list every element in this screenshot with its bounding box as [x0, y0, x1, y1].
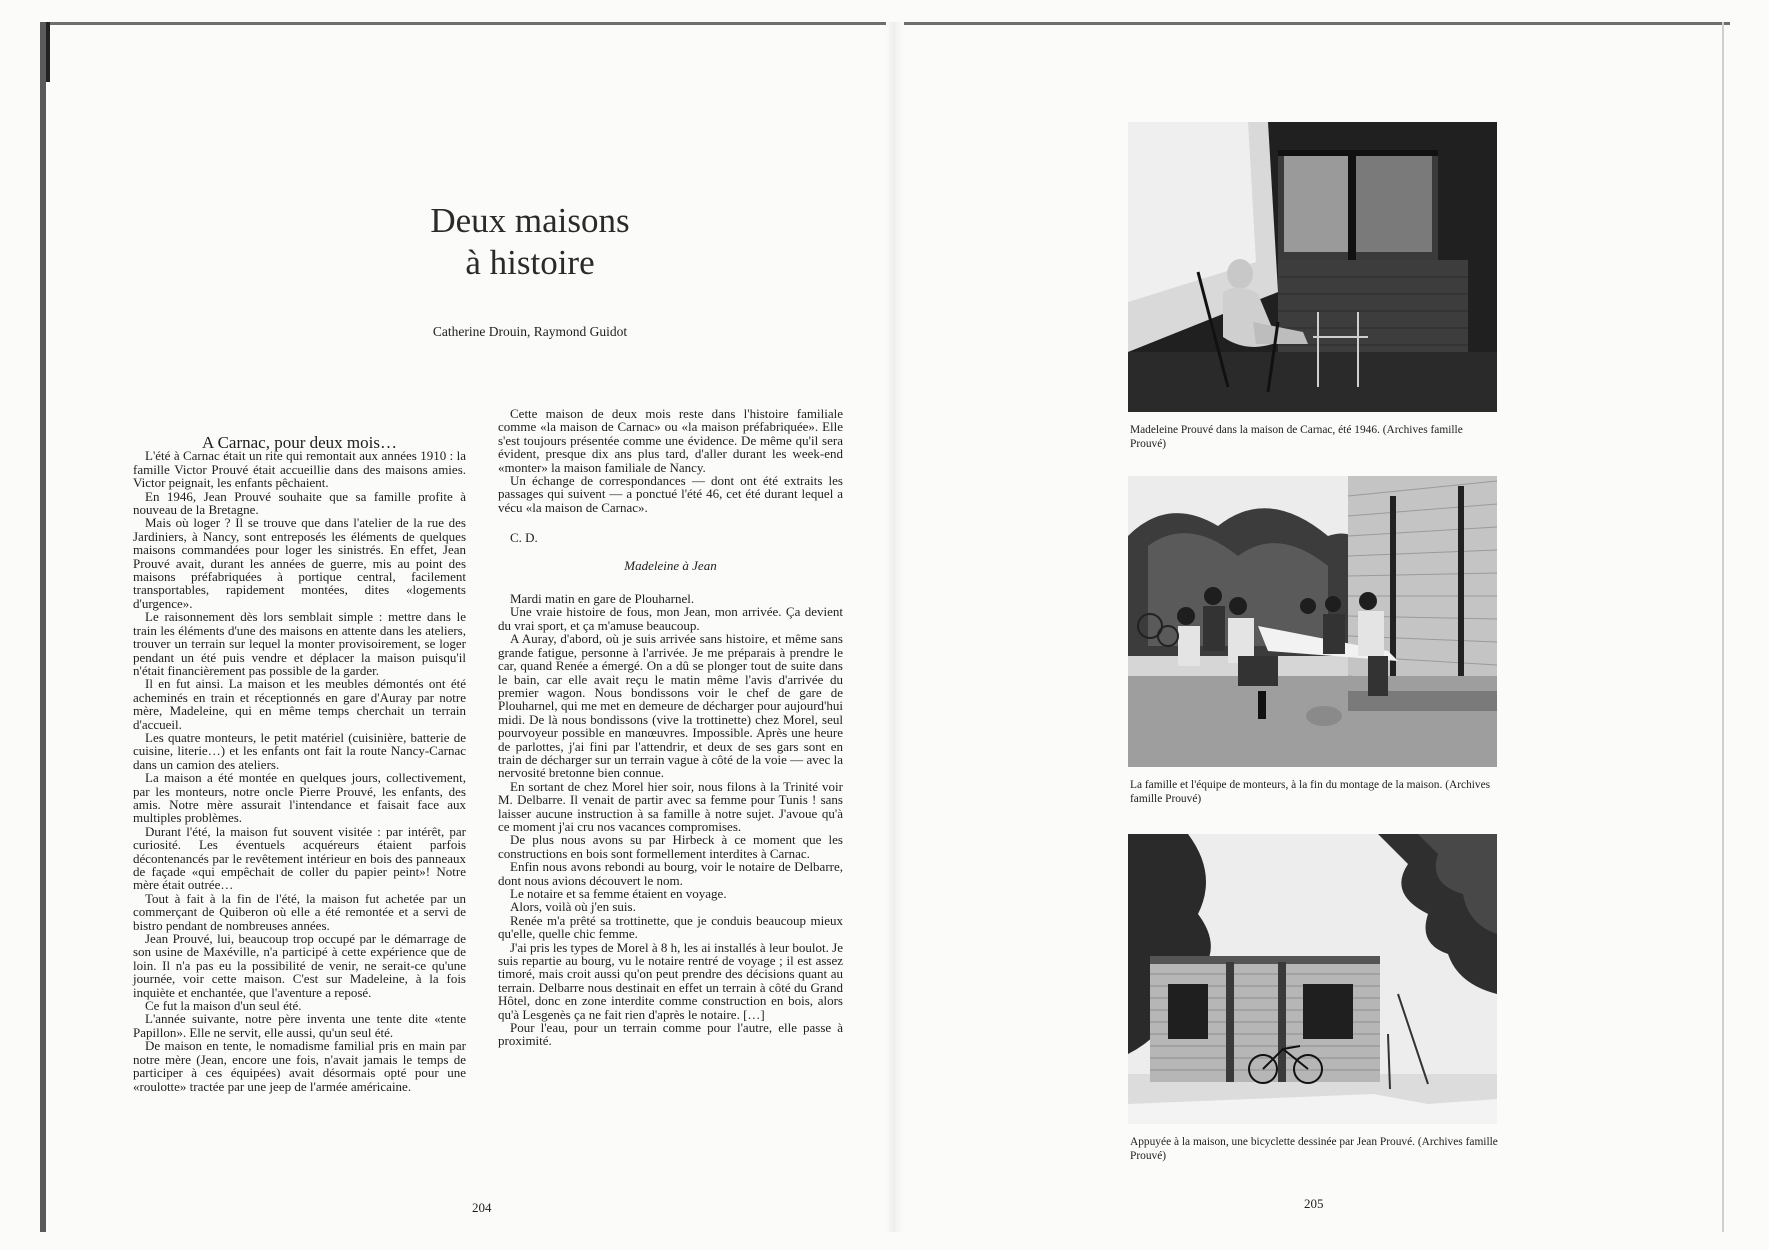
title-line-2: à histoire: [465, 243, 595, 282]
caption-photo-1: Madeleine Prouvé dans la maison de Carnac, été 1946. (Archives famille Prouvé): [1130, 424, 1463, 450]
middle-text-column: [498, 407, 843, 1048]
paragraph: La maison a été montée en quelques jours, collectivement, par les monteurs, notre oncle Pierre Prouvé, les enfants, des amis. Notre mère assurait l'intendance et faisait face aux multiples problèmes.: [133, 770, 466, 826]
paragraph: Ce fut la maison d'un seul été.: [145, 998, 302, 1014]
photo-house-bicycle: [1128, 834, 1497, 1124]
page-number-right: 205: [1304, 1196, 1324, 1211]
paragraph: En 1946, Jean Prouvé souhaite que sa famille profite à nouveau de la Bretagne.: [133, 488, 466, 518]
letter-paragraph: De plus nous avons su par Hirbeck à ce moment que les constructions en bois sont formellement interdites à Carnac.: [498, 832, 843, 861]
paragraph: Durant l'été, la maison fut souvent visitée : par intérêt, par curiosité. Les éventuels acquéreurs étaient parfois décontenancés par le revêtement intérieur en bois des panneaux de façade «qui empêchait de coller du papier peint»! Notre mère était outrée…: [133, 823, 466, 893]
article-title: [250, 200, 810, 284]
photo-interior-carnac: [1128, 122, 1497, 412]
paragraph: L'année suivante, notre père inventa une tente dite «tente Papillon». Elle ne servit, elle aussi, qu'un seul été.: [133, 1011, 466, 1040]
letter-paragraph: Une vraie histoire de fous, mon Jean, mon arrivée. Ça devient du vrai sport, et ça m'amuse beaucoup.: [498, 604, 843, 633]
page-number-left: 204: [472, 1200, 492, 1215]
scan-edge-right: [1722, 22, 1724, 1232]
signature: C. D.: [510, 530, 538, 546]
caption-photo-3: Appuyée à la maison, une bicyclette dessinée par Jean Prouvé. (Archives famille Prouvé): [1130, 1136, 1498, 1162]
letter-paragraph: Pour l'eau, pour un terrain comme pour l'autre, elle passe à proximité.: [498, 1020, 843, 1049]
letter-paragraph: Alors, voilà où j'en suis.: [510, 899, 636, 915]
paragraph: Un échange de correspondances — dont ont été extraits les passages qui suivent — a ponctué l'été 46, cet été durant lequel a vécu «la maison de Carnac».: [498, 473, 843, 515]
paragraph: L'été à Carnac était un rite qui remontait aux années 1910 : la famille Victor Prouvé était accueillie dans des maisons amies. Victor peignait, les enfants pêchaient.: [133, 448, 466, 491]
caption-photo-2: La famille et l'équipe de monteurs, à la fin du montage de la maison. (Archives famille Prouvé): [1130, 779, 1491, 805]
photo-family-workers: [1128, 476, 1497, 767]
book-gutter: [886, 22, 904, 1232]
paragraph: Jean Prouvé, lui, beaucoup trop occupé par le démarrage de son usine de Maxéville, n'a participé à cette expérience que de loin. Il n'a pas eu la possibilité de venir, ne serait-ce qu'une journée, voir cette maison. C'est sur Madeleine, à la fois inquiète et enchantée, que l'aventure a reposé.: [133, 931, 466, 1000]
scan-edge-top: [40, 22, 1730, 25]
letter-paragraph: A Auray, d'abord, où je suis arrivée sans histoire, et même sans grande fatigue, personne à l'arrivée. Je me préparais à prendre le car, quand Renée a émergé. On a dû se plonger tout de suite dans le bain, car elle avait reçu le matin même l'avis d'arrivée du premier wagon. Nous bondissons voir le chef de gare de Plouharnel, qui me met en demeure de décharger pour aujourd'hui midi. De là nous bondissons (vive la trottinette) chez Morel, seul pourvoyeur possible en manœuvres. Impossible. Après une heure de parlottes, j'ai fini par l'attendrir, et deux de ses gars sont en train de décharger sur un terrain vague à côté de la voie — avec la nervosité bretonne bien connue.: [498, 631, 843, 781]
letter-paragraph: Mardi matin en gare de Plouharnel.: [510, 591, 695, 607]
letter-paragraph: En sortant de chez Morel hier soir, nous filons à la Trinité voir M. Delbarre. Il venait de partir avec sa femme pour Tunis ! sans laisser aucune instruction à sa famille à notre sujet. J'avoue qu'à ce moment j'ai cru nos vacances compromises.: [498, 778, 843, 834]
scan-edge-left: [40, 22, 46, 1232]
letter-paragraph: Renée m'a prêté sa trottinette, que je conduis beaucoup mieux qu'elle, quelle chic femme.: [498, 912, 843, 942]
letter-heading: Madeleine à Jean: [624, 557, 717, 573]
paragraph: Il en fut ainsi. La maison et les meubles démontés ont été acheminés en train et réceptionnés en gare d'Auray par notre mère, Madeleine, qui en même temps cherchait un terrain d'accueil.: [133, 676, 466, 732]
letter-paragraph: Le notaire et sa femme étaient en voyage.: [510, 886, 727, 901]
letter-paragraph: Enfin nous avons rebondi au bourg, voir le notaire de Delbarre, dont nous avions découvert le nom.: [498, 859, 843, 888]
article-authors: Catherine Drouin, Raymond Guidot: [432, 324, 628, 339]
title-line-1: Deux maisons: [430, 201, 630, 240]
paragraph: Mais où loger ? Il se trouve que dans l'atelier de la rue des Jardiniers, à Nancy, sont entreposés les éléments de quelques maisons commandées pour loger les sinistrés. En effet, Jean Prouvé avait, durant les années de guerre, mis au point des maisons préfabriquées à portique central, facilement transportables, rapidement montées, dites «logements d'urgence».: [133, 515, 466, 611]
paragraph: Cette maison de deux mois reste dans l'histoire familiale comme «la maison de Carnac» ou «la maison préfabriquée». Elle s'est toujours présentée comme une évidence. De même qu'il sera évident, presque dix ans plus tard, d'aller durant les week-end «monter» la maison familiale de Nancy.: [498, 406, 843, 475]
paragraph: Le raisonnement dès lors semblait simple : mettre dans le train les éléments d'une des maisons en attente dans les ateliers, trouver un terrain sur lequel la monter provisoirement, se loger pendant un été puis vendre et déplacer la maison puisqu'il n'était financièrement pas possible de la garder.: [133, 609, 466, 678]
section-heading: A Carnac, pour deux mois…: [202, 433, 397, 452]
left-text-column: [133, 433, 466, 1094]
paragraph: Les quatre monteurs, le petit matériel (cuisinière, batterie de cuisine, literie…) et les enfants ont fait la route Nancy-Carnac dans un camion des ateliers.: [133, 729, 466, 772]
paragraph: Tout à fait à la fin de l'été, la maison fut achetée par un commerçant de Quiberon où elle a été remontée et a servi de bistro pendant de nombreuses années.: [133, 890, 466, 933]
scan-edge-left-dark: [46, 22, 50, 82]
letter-paragraph: J'ai pris les types de Morel à 8 h, les ai installés à leur boulot. Je suis repartie au bourg, vu le notaire rentré de voyage ; il est assez timoré, mais croit aussi qu'on peut prendre des décisions quant au terrain. Delbarre nous destinait en effet un terrain à côté du Grand Hôtel, donc en zone interdite comme construction en bois, alors qu'à Lesgenès ça ne fait rien d'après le notaire. […]: [498, 939, 843, 1022]
paragraph: De maison en tente, le nomadisme familial pris en main par notre mère (Jean, encore une fois, n'avait jamais le temps de participer à ces équipées) avait désormais opté pour une «roulotte» tractée par une jeep de l'armée américaine.: [133, 1038, 466, 1094]
